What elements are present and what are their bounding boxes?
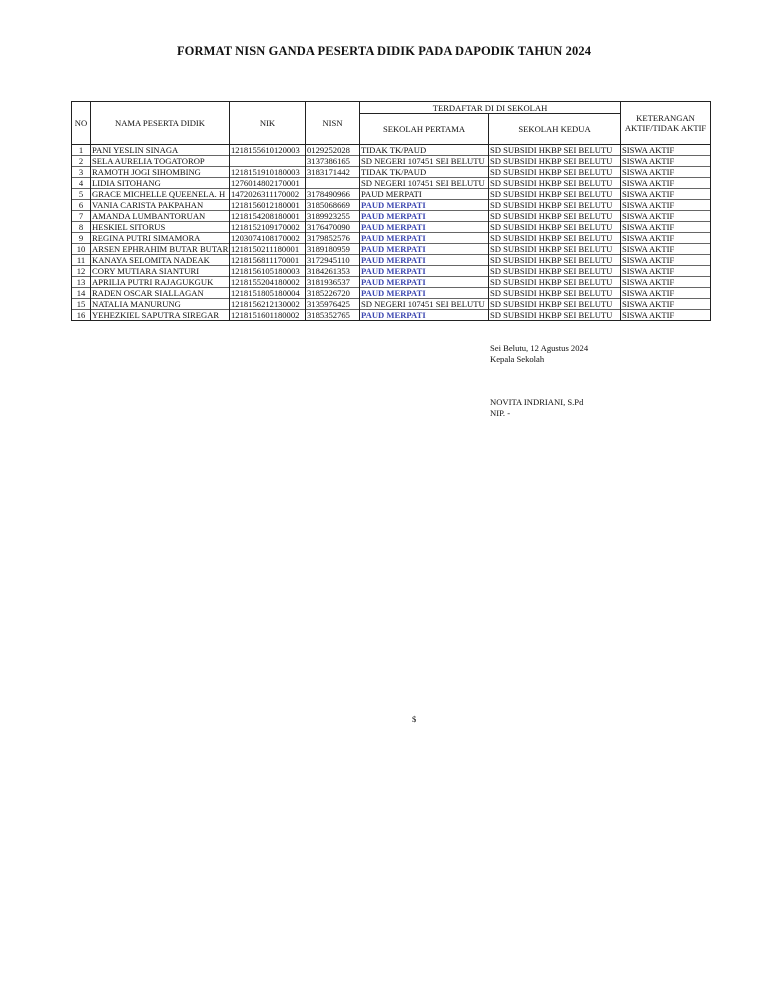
cell-sekolah-kedua: SD SUBSIDI HKBP SEI BELUTU [489, 277, 621, 288]
cell-no: 10 [72, 244, 91, 255]
cell-no: 14 [72, 288, 91, 299]
cell-sekolah-pertama: SD NEGERI 107451 SEI BELUTU [360, 299, 489, 310]
header-nik: NIK [230, 102, 306, 145]
cell-nisn: 3176470090 [306, 222, 360, 233]
table-row [72, 178, 711, 189]
table-row [72, 310, 711, 321]
cell-nisn: 3185226720 [306, 288, 360, 299]
cell-keterangan: SISWA AKTIF [621, 310, 711, 321]
cell-sekolah-pertama: PAUD MERPATI [360, 288, 489, 299]
cell-no: 13 [72, 277, 91, 288]
cell-nama: CORY MUTIARA SIANTURI [91, 266, 230, 277]
cell-nik: 1203074108170002 [230, 233, 306, 244]
cell-nama: AMANDA LUMBANTORUAN [91, 211, 230, 222]
header-no: NO [72, 102, 91, 145]
cell-sekolah-pertama: PAUD MERPATI [360, 211, 489, 222]
cell-sekolah-kedua: SD SUBSIDI HKBP SEI BELUTU [489, 222, 621, 233]
cell-nisn: 3189923255 [306, 211, 360, 222]
cell-sekolah-kedua: SD SUBSIDI HKBP SEI BELUTU [489, 167, 621, 178]
cell-keterangan: SISWA AKTIF [621, 211, 711, 222]
cell-nisn [306, 178, 360, 189]
table-row [72, 222, 711, 233]
cell-sekolah-pertama: TIDAK TK/PAUD [360, 145, 489, 156]
cell-sekolah-kedua: SD SUBSIDI HKBP SEI BELUTU [489, 255, 621, 266]
cell-sekolah-kedua: SD SUBSIDI HKBP SEI BELUTU [489, 244, 621, 255]
cell-nisn: 3183171442 [306, 167, 360, 178]
cell-nisn: 3185068669 [306, 200, 360, 211]
cell-keterangan: SISWA AKTIF [621, 299, 711, 310]
cell-keterangan: SISWA AKTIF [621, 200, 711, 211]
table-row [72, 145, 711, 156]
cell-sekolah-pertama: PAUD MERPATI [360, 244, 489, 255]
table-body [72, 145, 711, 321]
cell-no: 1 [72, 145, 91, 156]
table-row [72, 233, 711, 244]
cell-sekolah-kedua: SD SUBSIDI HKBP SEI BELUTU [489, 288, 621, 299]
cell-sekolah-pertama: PAUD MERPATI [360, 310, 489, 321]
cell-sekolah-kedua: SD SUBSIDI HKBP SEI BELUTU [489, 233, 621, 244]
table-row [72, 189, 711, 200]
cell-nik: 1472026311170002 [230, 189, 306, 200]
cell-sekolah-kedua: SD SUBSIDI HKBP SEI BELUTU [489, 200, 621, 211]
table-row [72, 200, 711, 211]
cell-nisn: 3179852576 [306, 233, 360, 244]
table-row [72, 288, 711, 299]
cell-nama: VANIA CARISTA PAKPAHAN [91, 200, 230, 211]
cell-sekolah-pertama: SD NEGERI 107451 SEI BELUTU [360, 156, 489, 167]
cell-sekolah-kedua: SD SUBSIDI HKBP SEI BELUTU [489, 145, 621, 156]
cell-sekolah-pertama: TIDAK TK/PAUD [360, 167, 489, 178]
cell-sekolah-pertama: PAUD MERPATI [360, 255, 489, 266]
table-row [72, 156, 711, 167]
signature-name: NOVITA INDRIANI, S.Pd [490, 397, 584, 407]
cell-sekolah-pertama: PAUD MERPATI [360, 277, 489, 288]
cell-keterangan: SISWA AKTIF [621, 255, 711, 266]
header-keterangan: KETERANGAN AKTIF/TIDAK AKTIF [621, 102, 711, 145]
cell-nama: HESKIEL SITORUS [91, 222, 230, 233]
cell-nisn: 3185352765 [306, 310, 360, 321]
cell-no: 9 [72, 233, 91, 244]
table-row [72, 277, 711, 288]
cell-nama: KANAYA SELOMITA NADEAK [91, 255, 230, 266]
cell-sekolah-kedua: SD SUBSIDI HKBP SEI BELUTU [489, 299, 621, 310]
cell-nisn: 0129252028 [306, 145, 360, 156]
cell-no: 11 [72, 255, 91, 266]
cell-no: 2 [72, 156, 91, 167]
cell-nik: 1218152109170002 [230, 222, 306, 233]
cell-nisn: 3137386165 [306, 156, 360, 167]
cell-sekolah-kedua: SD SUBSIDI HKBP SEI BELUTU [489, 178, 621, 189]
table-row [72, 167, 711, 178]
table-row [72, 299, 711, 310]
cell-sekolah-kedua: SD SUBSIDI HKBP SEI BELUTU [489, 310, 621, 321]
cell-keterangan: SISWA AKTIF [621, 145, 711, 156]
cell-no: 6 [72, 200, 91, 211]
cell-nik: 1218151805180004 [230, 288, 306, 299]
cell-sekolah-pertama: PAUD MERPATI [360, 189, 489, 200]
cell-nisn: 3172945110 [306, 255, 360, 266]
cell-no: 8 [72, 222, 91, 233]
cell-nik: 1218156012180001 [230, 200, 306, 211]
cell-keterangan: SISWA AKTIF [621, 178, 711, 189]
cell-nisn: 3184261353 [306, 266, 360, 277]
cell-keterangan: SISWA AKTIF [621, 156, 711, 167]
cell-keterangan: SISWA AKTIF [621, 222, 711, 233]
cell-no: 3 [72, 167, 91, 178]
cell-keterangan: SISWA AKTIF [621, 244, 711, 255]
cell-nama: LIDIA SITOHANG [91, 178, 230, 189]
table-row [72, 211, 711, 222]
cell-no: 15 [72, 299, 91, 310]
cell-no: 4 [72, 178, 91, 189]
cell-sekolah-pertama: PAUD MERPATI [360, 222, 489, 233]
cell-sekolah-pertama: PAUD MERPATI [360, 266, 489, 277]
signature-nip: NIP. - [490, 408, 511, 418]
signature-place-date: Sei Belutu, 12 Agustus 2024 [490, 343, 589, 353]
cell-nama: RAMOTH JOGI SIHOMBING [91, 167, 230, 178]
cell-nik: 1218156811170001 [230, 255, 306, 266]
header-terdaftar: TERDAFTAR DI DI SEKOLAH [360, 102, 621, 114]
cell-nik: 1218151601180002 [230, 310, 306, 321]
cell-keterangan: SISWA AKTIF [621, 266, 711, 277]
cell-nisn: 3181936537 [306, 277, 360, 288]
cell-nama: NATALIA MANURUNG [91, 299, 230, 310]
student-table [71, 101, 711, 321]
cell-nik: 1218151910180003 [230, 167, 306, 178]
cell-nama: RADEN OSCAR SIALLAGAN [91, 288, 230, 299]
cell-sekolah-pertama: PAUD MERPATI [360, 233, 489, 244]
table-row [72, 266, 711, 277]
cell-nik: 1218154208180001 [230, 211, 306, 222]
cell-nama: ARSEN EPHRAHIM BUTAR BUTAR [92, 244, 229, 254]
cell-nisn: 3189180959 [306, 244, 360, 255]
header-sekolah-pertama: SEKOLAH PERTAMA [360, 114, 489, 145]
cell-sekolah-kedua: SD SUBSIDI HKBP SEI BELUTU [489, 211, 621, 222]
cell-no: 12 [72, 266, 91, 277]
page-mark: $ [412, 714, 417, 724]
table-row [72, 255, 711, 266]
cell-no: 16 [72, 310, 91, 321]
cell-no: 7 [72, 211, 91, 222]
cell-nik: 1218150211180001 [230, 244, 306, 255]
cell-sekolah-kedua: SD SUBSIDI HKBP SEI BELUTU [489, 156, 621, 167]
cell-nik: 1218155610120003 [230, 145, 306, 156]
document-title: FORMAT NISN GANDA PESERTA DIDIK PADA DAPODIK TAHUN 2024 [176, 44, 592, 58]
header-nisn: NISN [306, 102, 360, 145]
cell-sekolah-kedua: SD SUBSIDI HKBP SEI BELUTU [489, 189, 621, 200]
header-sekolah-kedua: SEKOLAH KEDUA [489, 114, 621, 145]
cell-nama: SELA AURELIA TOGATOROP [91, 156, 230, 167]
cell-nik: 1218155204180002 [230, 277, 306, 288]
cell-no: 5 [72, 189, 91, 200]
cell-nik: 1276014802170001 [230, 178, 306, 189]
table-row [72, 244, 711, 255]
cell-nik: 1218156105180003 [230, 266, 306, 277]
cell-nama: REGINA PUTRI SIMAMORA [91, 233, 230, 244]
cell-keterangan: SISWA AKTIF [621, 233, 711, 244]
cell-nisn: 3135976425 [306, 299, 360, 310]
cell-nik [230, 156, 306, 167]
cell-nisn: 3178490966 [306, 189, 360, 200]
cell-nama: YEHEZKIEL SAPUTRA SIREGAR [91, 310, 230, 321]
cell-keterangan: SISWA AKTIF [621, 288, 711, 299]
cell-sekolah-pertama: SD NEGERI 107451 SEI BELUTU [360, 178, 489, 189]
cell-keterangan: SISWA AKTIF [621, 277, 711, 288]
cell-sekolah-kedua: SD SUBSIDI HKBP SEI BELUTU [489, 266, 621, 277]
header-nama: NAMA PESERTA DIDIK [91, 102, 230, 145]
cell-sekolah-pertama: PAUD MERPATI [360, 200, 489, 211]
cell-keterangan: SISWA AKTIF [621, 167, 711, 178]
cell-nama: PANI YESLIN SINAGA [91, 145, 230, 156]
cell-nama: APRILIA PUTRI RAJAGUKGUK [91, 277, 230, 288]
cell-nik: 1218156212130002 [230, 299, 306, 310]
cell-keterangan: SISWA AKTIF [621, 189, 711, 200]
cell-nama: GRACE MICHELLE QUEENELA. H [91, 189, 230, 200]
signature-position: Kepala Sekolah [490, 354, 545, 364]
